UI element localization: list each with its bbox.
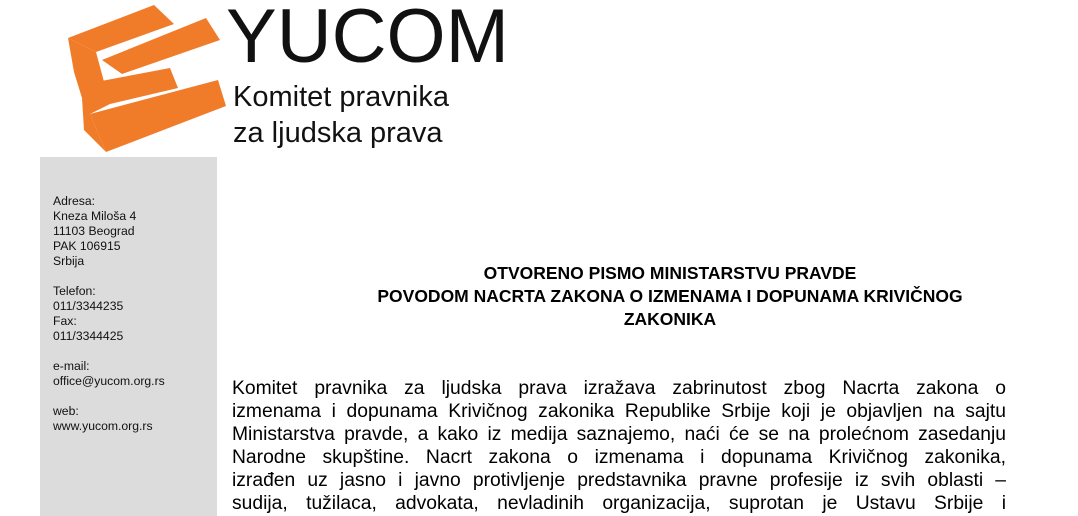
phone-number: 011/3344235 <box>53 299 124 313</box>
web-label: web: <box>53 404 79 418</box>
letter-title-line: POVODOM NACRTA ZAKONA O IZMENAMA I DOPUNAMA KRIVIČNOG <box>377 286 963 306</box>
fax-label: Fax: <box>53 314 77 328</box>
letter-title-line: ZAKONIKA <box>623 309 717 329</box>
org-subtitle-line2: za ljudska prava <box>233 117 443 149</box>
org-name: YUCOM <box>226 0 509 79</box>
web-link[interactable]: www.yucom.org.rs <box>53 419 153 433</box>
letter-body-line: Komitet pravnika za ljudska prava izražava zabrinutost zbog Nacrta zakona o <box>232 378 1006 399</box>
org-subtitle-line1: Komitet pravnika <box>233 81 449 113</box>
letter-body-line: izrađen uz jasno i javno protivljenje predstavnika pravne profesije iz svih oblasti – <box>232 470 1006 491</box>
address-pak: PAK 106915 <box>53 239 121 253</box>
letter-body-line: Ministarstva pravde, a kako iz medija saznajemo, naći će se na prolećnom zasedanju <box>232 424 1006 445</box>
letter-title-line: OTVORENO PISMO MINISTARSTVU PRAVDE <box>483 263 857 283</box>
address-label: Adresa: <box>53 194 96 208</box>
letter-body-line: izmenama i dopunama Krivičnog zakonika Republike Srbije koji je objavljen na sajtu <box>232 401 1006 422</box>
address-country: Srbija <box>53 254 85 268</box>
contact-info <box>53 194 165 434</box>
phone-label: Telefon: <box>53 284 96 298</box>
letter-body-line: sudija, tužilaca, advokata, nevladinih organizacija, suprotan je Ustavu Srbije i <box>232 493 1006 514</box>
yucom-logo-icon <box>66 2 236 152</box>
email-label: e-mail: <box>53 359 90 373</box>
address-street: Kneza Miloša 4 <box>53 209 137 223</box>
letter-body-line: Narodne skupštine. Nacrt zakona o izmenama i dopunama Krivičnog zakonika, <box>232 447 1006 468</box>
email-link[interactable]: office@yucom.org.rs <box>53 374 165 388</box>
fax-number: 011/3344425 <box>53 329 124 343</box>
address-city: 11103 Beograd <box>53 224 135 238</box>
